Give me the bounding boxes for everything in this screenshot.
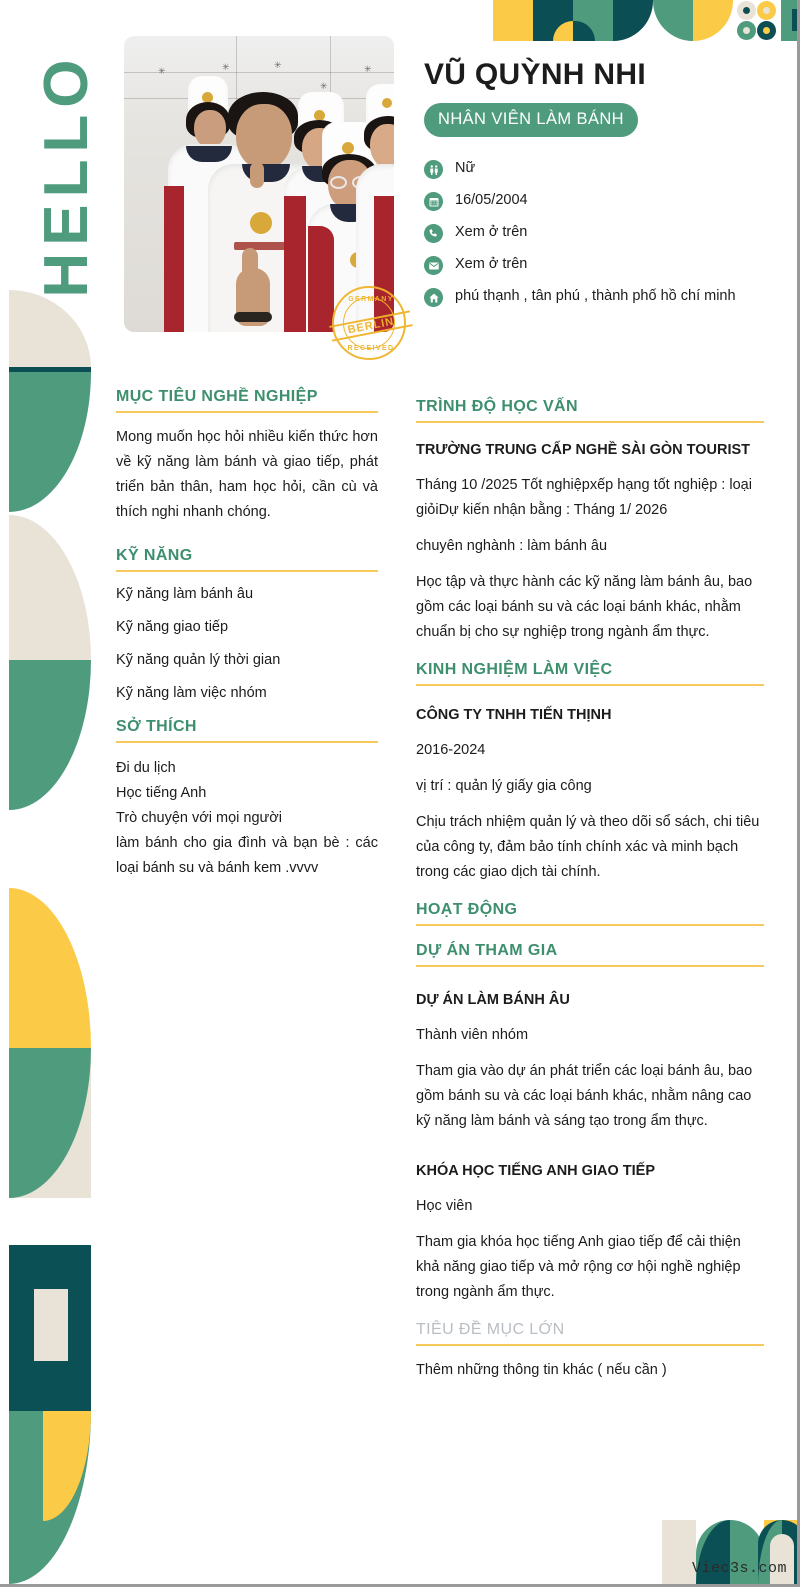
phone-icon xyxy=(424,224,443,243)
hobbies-list xyxy=(116,756,378,881)
skill-item: Kỹ năng quản lý thời gian xyxy=(116,652,281,668)
education-org: TRƯỜNG TRUNG CẤP NGHỀ SÀI GÒN TOURIST xyxy=(416,442,751,458)
section-hobbies xyxy=(116,718,378,881)
hobby-item: Đi du lịch xyxy=(116,760,176,776)
deco-green-arc-1 xyxy=(9,372,91,512)
deco-circle-dot xyxy=(763,27,770,34)
site-watermark: Viec3s.com xyxy=(691,1560,787,1577)
project-entry xyxy=(416,989,764,1134)
stamp-middle-text: BERLIN xyxy=(329,310,413,341)
hobby-paragraph: làm bánh cho gia đình và bạn bè : các loại bánh su và bánh kem .vvvv xyxy=(116,835,378,876)
photo-wall-mark: ✳ xyxy=(222,62,230,72)
gender-icon xyxy=(424,160,443,179)
section-rule xyxy=(416,924,764,926)
skill-item: Kỹ năng làm việc nhóm xyxy=(116,685,267,701)
raised-finger xyxy=(250,162,264,188)
section-projects xyxy=(416,942,764,1305)
top-decoration-band xyxy=(493,0,800,41)
contact-row-phone xyxy=(424,222,764,243)
section-rule xyxy=(116,570,378,572)
objective-text: Mong muốn học hỏi nhiều kiến thức hơn về kỹ năng làm bánh và giao tiếp, phát triển bản thân, ham học hỏi, cần cù và thích nghi nhanh chóng. xyxy=(116,429,378,520)
section-title-experience: KINH NGHIỆM LÀM VIỆC xyxy=(416,661,613,678)
education-detail: chuyên nghành : làm bánh âu xyxy=(416,538,608,554)
contact-value-birthdate: 16/05/2004 xyxy=(455,192,528,208)
skill-item: Kỹ năng giao tiếp xyxy=(116,619,229,635)
deco-circle-dot xyxy=(743,27,750,34)
section-rule xyxy=(416,421,764,423)
skills-list xyxy=(116,586,378,701)
section-title-projects: DỰ ÁN THAM GIA xyxy=(416,942,558,959)
section-title-skills: KỸ NĂNG xyxy=(116,547,193,564)
section-rule xyxy=(416,1344,764,1346)
glasses-lens xyxy=(330,176,347,189)
experience-detail: Chịu trách nhiệm quản lý và theo dõi sổ sách, chi tiêu của công ty, đảm bảo tính chính xác và minh bạch trong các giao dịch tài chính. xyxy=(416,814,760,880)
project-entry xyxy=(416,1160,764,1305)
right-column xyxy=(416,398,764,1399)
section-title-activities: HOẠT ĐỘNG xyxy=(416,901,518,918)
experience-entry xyxy=(416,704,764,885)
contact-value-phone: Xem ở trên xyxy=(455,224,528,240)
thumb xyxy=(242,248,258,282)
left-decoration-strip xyxy=(0,0,101,1587)
section-education xyxy=(416,398,764,645)
chef-logo xyxy=(382,98,392,108)
candidate-name: VŨ QUỲNH NHI xyxy=(424,58,646,91)
chef-logo xyxy=(250,212,272,234)
section-placeholder xyxy=(416,1321,764,1383)
experience-org: CÔNG TY TNHH TIẾN THỊNH xyxy=(416,707,612,723)
chef-face xyxy=(236,104,292,170)
deco-yellow-leaf xyxy=(693,0,733,41)
section-rule xyxy=(416,965,764,967)
section-experience xyxy=(416,661,764,885)
project-role: Thành viên nhóm xyxy=(416,1027,529,1043)
section-title-objective: MỤC TIÊU NGHỀ NGHIỆP xyxy=(116,388,318,405)
section-rule xyxy=(416,684,764,686)
project-description: Tham gia vào dự án phát triển các loại bánh âu, bao gồm bánh su và các loại bánh khác, nhằm nâng cao kỹ năng làm bánh và sáng tạo trong ẩm thực. xyxy=(416,1063,753,1129)
deco-beige-arc-2 xyxy=(9,515,91,660)
contact-row-email xyxy=(424,254,764,275)
contact-row-gender xyxy=(424,158,764,179)
home-icon xyxy=(424,288,443,307)
photo-wall-mark: ✳ xyxy=(158,66,166,76)
calendar-icon xyxy=(424,192,443,211)
education-entry xyxy=(416,439,764,645)
experience-detail: vị trí : quản lý giấy gia công xyxy=(416,778,592,794)
berlin-received-stamp xyxy=(332,286,406,360)
project-description: Tham gia khóa học tiếng Anh giao tiếp để cải thiện khả năng giao tiếp và mở rộng cơ hội nghề nghiệp trong ngành ẩm thực. xyxy=(416,1234,741,1300)
skill-item: Kỹ năng làm bánh âu xyxy=(116,586,254,602)
wrist-band xyxy=(234,312,272,322)
project-title: DỰ ÁN LÀM BÁNH ÂU xyxy=(416,992,570,1008)
section-objective xyxy=(116,388,378,525)
chef-apron xyxy=(164,186,184,332)
deco-yellow-square xyxy=(493,0,533,41)
deco-circle-dot xyxy=(763,7,770,14)
chef-apron xyxy=(284,196,306,332)
chef-apron xyxy=(308,226,334,332)
photo-wall-mark: ✳ xyxy=(320,81,328,91)
stamp-top-text: GERMANY xyxy=(348,296,394,303)
deco-yellow-arc xyxy=(9,888,91,1048)
section-title-placeholder: TIÊU ĐỀ MỤC LỚN xyxy=(416,1321,565,1338)
deco-dark-quarter-round xyxy=(613,0,653,41)
project-title: KHÓA HỌC TIẾNG ANH GIAO TIẾP xyxy=(416,1163,655,1179)
photo-wall-line xyxy=(236,36,237,108)
stamp-bottom-text: RECEIVED xyxy=(347,345,395,352)
hobby-item: Học tiếng Anh xyxy=(116,785,207,801)
deco-green-leaf xyxy=(653,0,693,41)
deco-yellow-arc-2 xyxy=(43,1411,91,1521)
section-title-hobbies: SỞ THÍCH xyxy=(116,718,197,735)
photo-wall-mark: ✳ xyxy=(274,60,282,70)
chef-logo xyxy=(342,142,354,154)
photo-wall-mark: ✳ xyxy=(364,64,372,74)
contact-row-birthdate xyxy=(424,190,764,211)
section-rule xyxy=(116,741,378,743)
placeholder-text: Thêm những thông tin khác ( nếu cần ) xyxy=(416,1362,667,1378)
experience-detail: 2016-2024 xyxy=(416,742,486,758)
education-detail: Tháng 10 /2025 Tốt nghiệpxếp hạng tốt nghiệp : loại giỏiDự kiến nhận bằng : Tháng 1/ 2026 xyxy=(416,477,752,518)
education-detail: Học tập và thực hành các kỹ năng làm bánh âu, bao gồm các loại bánh su và các loại bánh khác, nhằm chuẩn bị cho sự nghiệp trong ngành ẩm thực. xyxy=(416,574,753,640)
section-title-education: TRÌNH ĐỘ HỌC VẤN xyxy=(416,398,578,415)
photo-background xyxy=(124,36,394,332)
deco-circle-dot xyxy=(743,7,750,14)
contact-value-address: phú thạnh , tân phú , thành phố hồ chí minh xyxy=(455,288,736,304)
left-column xyxy=(116,388,378,897)
profile-photo xyxy=(124,36,394,332)
header-section xyxy=(424,56,764,318)
deco-beige-inner-block xyxy=(34,1289,68,1361)
section-skills xyxy=(116,547,378,701)
contact-row-address xyxy=(424,286,764,307)
job-title-badge: NHÂN VIÊN LÀM BÁNH xyxy=(424,103,638,137)
hobby-item: Trò chuyện với mọi người xyxy=(116,810,282,826)
contact-list xyxy=(424,158,764,307)
section-rule xyxy=(116,411,378,413)
deco-beige-block xyxy=(662,1520,696,1587)
contact-value-gender: Nữ xyxy=(455,160,476,176)
contact-value-email: Xem ở trên xyxy=(455,256,528,272)
section-activities xyxy=(416,901,764,926)
email-icon xyxy=(424,256,443,275)
deco-green-arc-2 xyxy=(9,660,91,810)
project-role: Học viên xyxy=(416,1198,473,1214)
hello-text: HELLO xyxy=(32,52,101,298)
chef-face xyxy=(194,110,226,148)
